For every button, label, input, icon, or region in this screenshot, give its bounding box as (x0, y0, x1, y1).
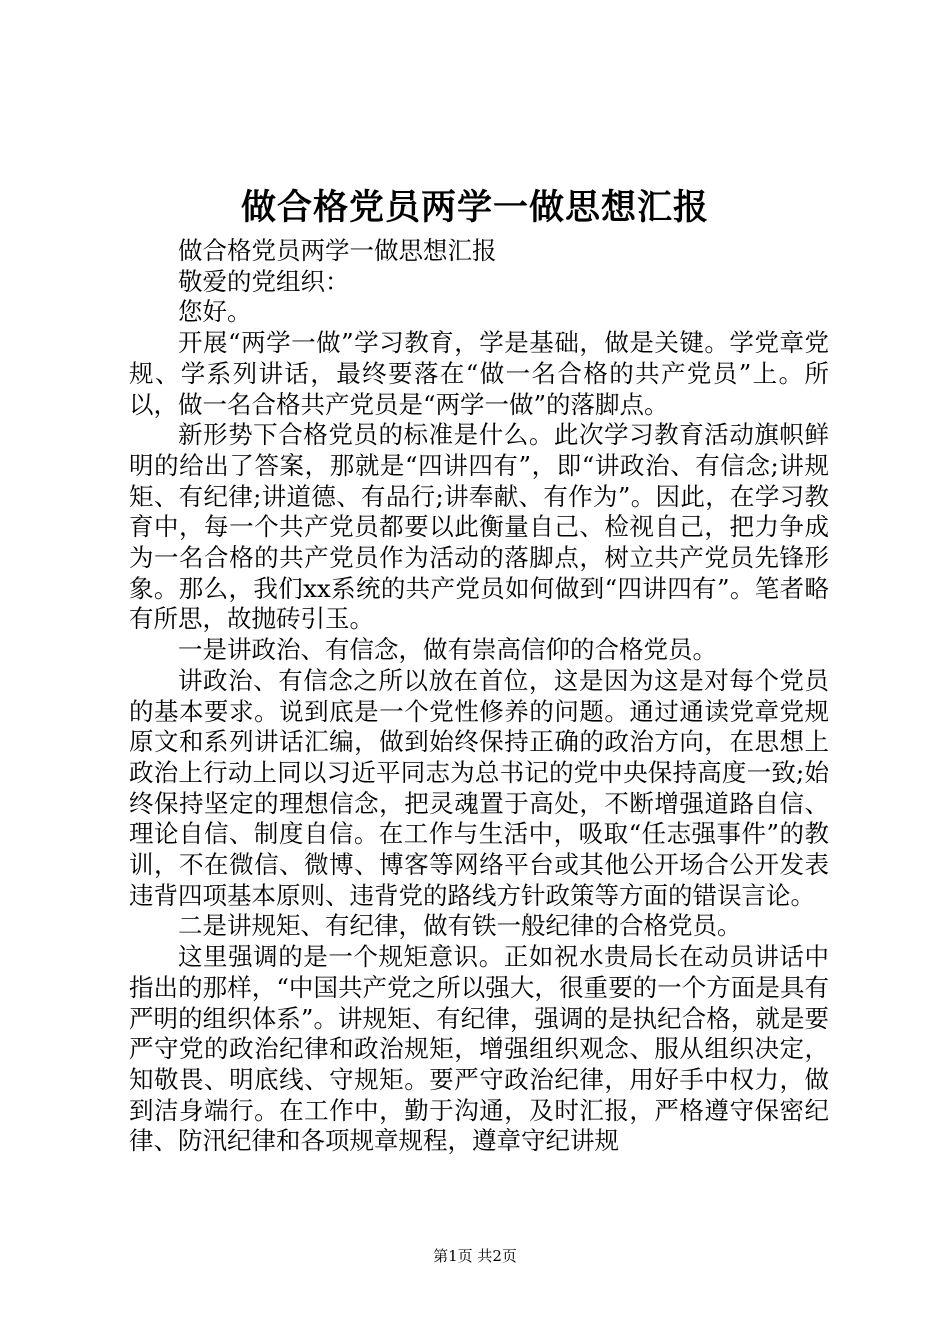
page-footer: 第1页 共2页 (433, 1247, 517, 1265)
paragraph-section-heading: 一是讲政治、有信念，做有崇高信仰的合格党员。 (178, 635, 717, 665)
paragraph: 开展“两学一做”学习教育，学是基础，做是关键。学党章党规、学系列讲话，最终要落在“做一名合格的共产党员”上。所以，做一名合格共产党员是“两学一做”的落脚点。 (129, 328, 829, 419)
paragraph: 讲政治、有信念之所以放在首位，这是因为这是对每个党员的基本要求。说到底是一个党性修养的问题。通过通读党章党规原文和系列讲话汇编，做到始终保持正确的政治方向，在思想上政治上行动上同以习近平同志为总书记的党中央保持高度一致;始终保持坚定的理想信念，把灵魂置于高处，不断增强道路自信、理论自信、制度自信。在工作与生活中，吸取“任志强事件”的教训，不在微信、微博、博客等网络平台或其他公开场合公开发表违背四项基本原则、违背党的路线方针政策等方面的错误言论。 (129, 665, 829, 910)
document-title: 做合格党员两学一做思想汇报 (240, 187, 709, 228)
paragraph-heading: 做合格党员两学一做思想汇报 (178, 236, 497, 265)
paragraph: 这里强调的是一个规矩意识。正如祝水贵局长在动员讲话中指出的那样，“中国共产党之所以强大，很重要的一个方面是具有严明的组织体系”。讲规矩、有纪律，强调的是执纪合格，就是要严守党的政治纪律和政治规矩，增强组织观念、服从组织决定，知敬畏、明底线、守规矩。要严守政治纪律，用好手中权力，做到洁身端行。在工作中，勤于沟通，及时汇报，严格遵守保密纪律、防汛纪律和各项规章规程，遵章守纪讲规 (129, 942, 829, 1156)
paragraph-greeting: 您好。 (178, 297, 252, 327)
paragraph: 新形势下合格党员的标准是什么。此次学习教育活动旗帜鲜明的给出了答案，那就是“四讲四有”，即“讲政治、有信念;讲规矩、有纪律;讲道德、有品行;讲奉献、有作为”。因此，在学习教育中，每一个共产党员都要以此衡量自己、检视自己，把力争成为一名合格的共产党员作为活动的落脚点，树立共产党员先锋形象。那么，我们xx系统的共产党员如何做到“四讲四有”。笔者略有所思，故抛砖引玉。 (129, 420, 829, 634)
paragraph-salutation: 敬爱的党组织： (178, 266, 350, 296)
paragraph-section-heading: 二是讲规矩、有纪律，做有铁一般纪律的合格党员。 (178, 911, 742, 941)
document-body (129, 236, 829, 1157)
